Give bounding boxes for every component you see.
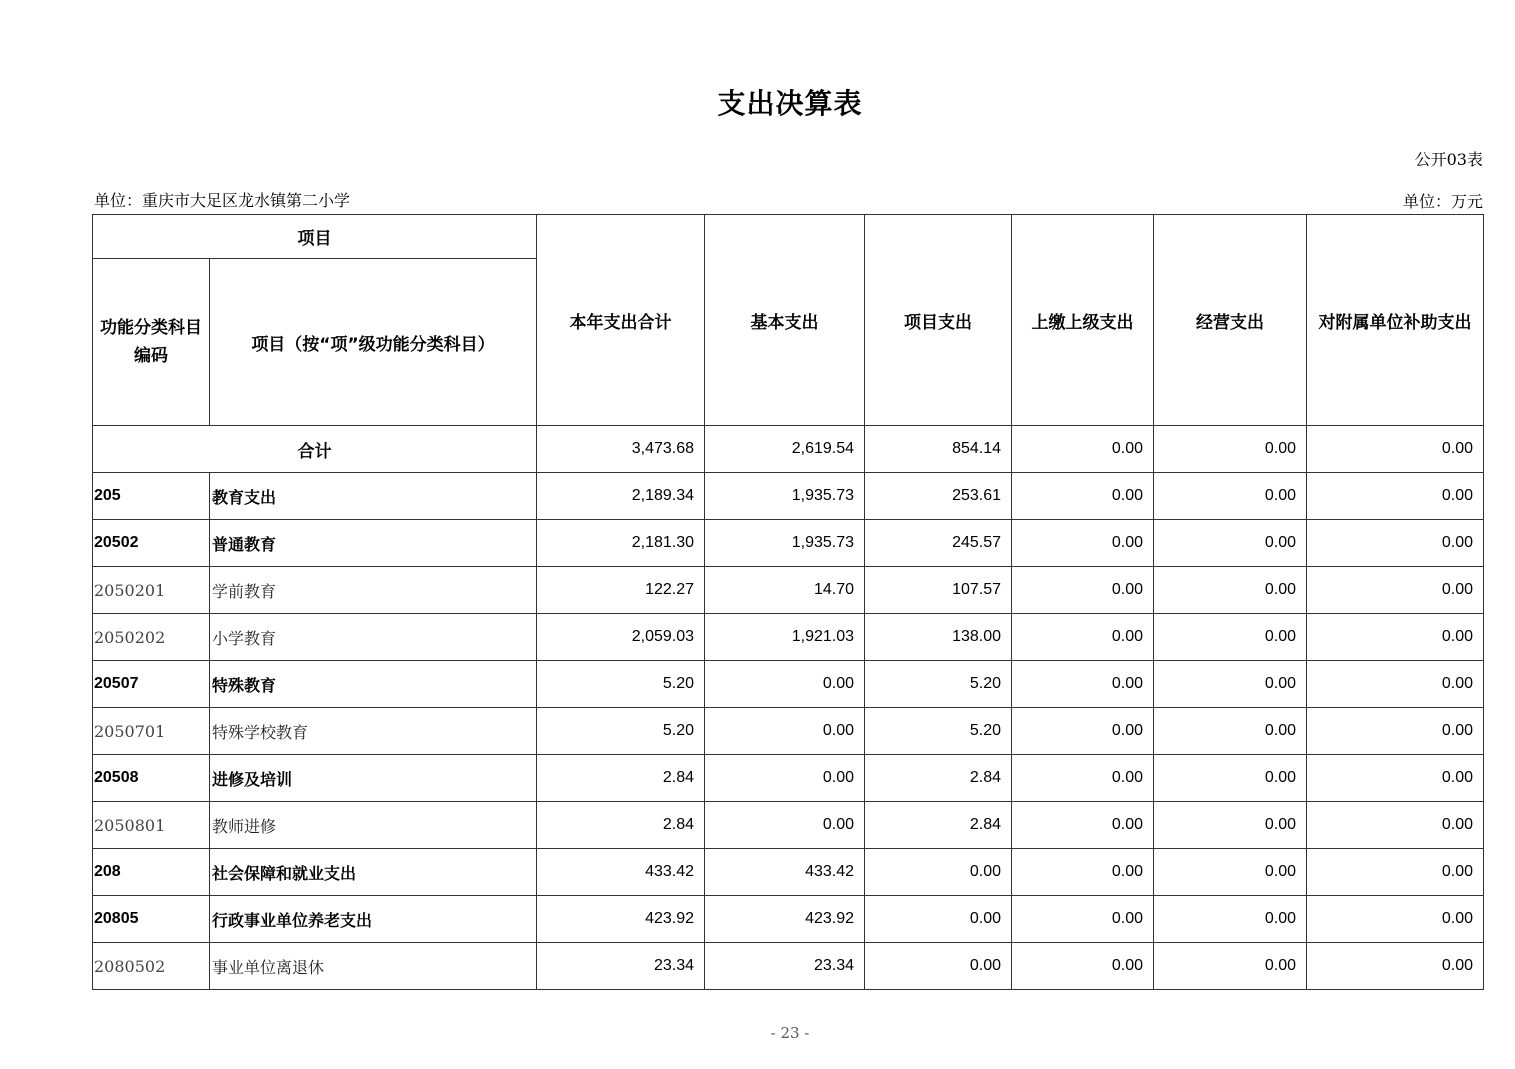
row-value: 0.00 bbox=[1012, 520, 1154, 567]
table-row bbox=[93, 755, 1484, 802]
row-name: 事业单位离退休 bbox=[210, 943, 537, 990]
row-name: 小学教育 bbox=[210, 614, 537, 661]
row-name: 行政事业单位养老支出 bbox=[210, 896, 537, 943]
header-basic: 基本支出 bbox=[705, 215, 865, 426]
row-value: 0.00 bbox=[1307, 708, 1484, 755]
row-value: 107.57 bbox=[865, 567, 1012, 614]
page-title: 支出决算表 bbox=[717, 87, 863, 120]
total-cell: 0.00 bbox=[1154, 426, 1307, 473]
row-code: 205 bbox=[93, 473, 210, 520]
expenditure-table bbox=[92, 214, 1484, 990]
row-value: 2.84 bbox=[537, 755, 705, 802]
row-value: 0.00 bbox=[705, 755, 865, 802]
row-value: 0.00 bbox=[1012, 661, 1154, 708]
row-value: 2,189.34 bbox=[537, 473, 705, 520]
row-value: 2.84 bbox=[537, 802, 705, 849]
table-row bbox=[93, 567, 1484, 614]
row-name: 教育支出 bbox=[210, 473, 537, 520]
row-name: 特殊学校教育 bbox=[210, 708, 537, 755]
row-value: 0.00 bbox=[1012, 567, 1154, 614]
row-value: 23.34 bbox=[705, 943, 865, 990]
row-value: 0.00 bbox=[1154, 473, 1307, 520]
row-value: 2,059.03 bbox=[537, 614, 705, 661]
row-value: 433.42 bbox=[705, 849, 865, 896]
table-header bbox=[93, 215, 1484, 426]
table-row bbox=[93, 849, 1484, 896]
row-value: 0.00 bbox=[1154, 614, 1307, 661]
row-value: 138.00 bbox=[865, 614, 1012, 661]
row-code: 2050701 bbox=[93, 708, 210, 755]
row-value: 2,181.30 bbox=[537, 520, 705, 567]
total-cell: 854.14 bbox=[865, 426, 1012, 473]
table-row bbox=[93, 943, 1484, 990]
row-value: 0.00 bbox=[1154, 520, 1307, 567]
row-value: 0.00 bbox=[1154, 708, 1307, 755]
header-subsidy: 对附属单位补助支出 bbox=[1307, 215, 1484, 426]
table-row bbox=[93, 661, 1484, 708]
row-value: 0.00 bbox=[1012, 708, 1154, 755]
row-value: 253.61 bbox=[865, 473, 1012, 520]
row-value: 0.00 bbox=[705, 661, 865, 708]
unit-currency: 单位：万元 bbox=[1402, 192, 1483, 211]
row-value: 122.27 bbox=[537, 567, 705, 614]
row-value: 0.00 bbox=[1307, 896, 1484, 943]
total-cell: 0.00 bbox=[1012, 426, 1154, 473]
row-value: 5.20 bbox=[865, 708, 1012, 755]
page-number: - 23 - bbox=[770, 1024, 810, 1042]
row-name: 学前教育 bbox=[210, 567, 537, 614]
row-value: 0.00 bbox=[1307, 661, 1484, 708]
row-value: 0.00 bbox=[1154, 802, 1307, 849]
row-value: 1,935.73 bbox=[705, 473, 865, 520]
row-code: 20805 bbox=[93, 896, 210, 943]
row-value: 0.00 bbox=[865, 849, 1012, 896]
row-value: 0.00 bbox=[1012, 802, 1154, 849]
row-value: 0.00 bbox=[1154, 849, 1307, 896]
row-code: 2050202 bbox=[93, 614, 210, 661]
header-upper: 上缴上级支出 bbox=[1012, 215, 1154, 426]
header-business: 经营支出 bbox=[1154, 215, 1307, 426]
row-value: 433.42 bbox=[537, 849, 705, 896]
row-code: 20508 bbox=[93, 755, 210, 802]
table-row bbox=[93, 520, 1484, 567]
row-value: 0.00 bbox=[1154, 943, 1307, 990]
row-value: 1,935.73 bbox=[705, 520, 865, 567]
row-value: 0.00 bbox=[865, 896, 1012, 943]
row-value: 2.84 bbox=[865, 802, 1012, 849]
total-cell: 2,619.54 bbox=[705, 426, 865, 473]
table-row bbox=[93, 614, 1484, 661]
row-value: 423.92 bbox=[705, 896, 865, 943]
row-name: 进修及培训 bbox=[210, 755, 537, 802]
row-value: 1,921.03 bbox=[705, 614, 865, 661]
table-row bbox=[93, 708, 1484, 755]
row-value: 0.00 bbox=[705, 708, 865, 755]
row-value: 0.00 bbox=[1307, 614, 1484, 661]
row-code: 208 bbox=[93, 849, 210, 896]
row-value: 5.20 bbox=[537, 708, 705, 755]
row-code: 2050201 bbox=[93, 567, 210, 614]
row-value: 0.00 bbox=[1307, 849, 1484, 896]
row-code: 2050801 bbox=[93, 802, 210, 849]
row-value: 0.00 bbox=[1012, 896, 1154, 943]
row-value: 0.00 bbox=[1012, 755, 1154, 802]
row-value: 14.70 bbox=[705, 567, 865, 614]
row-code: 20507 bbox=[93, 661, 210, 708]
header-total: 本年支出合计 bbox=[537, 215, 705, 426]
row-value: 0.00 bbox=[1154, 755, 1307, 802]
row-value: 0.00 bbox=[865, 943, 1012, 990]
row-value: 0.00 bbox=[705, 802, 865, 849]
header-project: 项目 bbox=[93, 215, 537, 259]
row-value: 2.84 bbox=[865, 755, 1012, 802]
row-value: 0.00 bbox=[1012, 943, 1154, 990]
table-row bbox=[93, 473, 1484, 520]
total-cell: 0.00 bbox=[1307, 426, 1484, 473]
header-project-name: 项目（按“项”级功能分类科目） bbox=[210, 259, 537, 426]
row-value: 0.00 bbox=[1307, 567, 1484, 614]
unit-organization: 单位：重庆市大足区龙水镇第二小学 bbox=[94, 191, 351, 210]
table-body bbox=[93, 426, 1484, 990]
row-name: 特殊教育 bbox=[210, 661, 537, 708]
row-value: 0.00 bbox=[1154, 567, 1307, 614]
row-value: 0.00 bbox=[1307, 802, 1484, 849]
table-row bbox=[93, 802, 1484, 849]
row-value: 0.00 bbox=[1012, 614, 1154, 661]
row-value: 0.00 bbox=[1307, 943, 1484, 990]
row-value: 0.00 bbox=[1154, 661, 1307, 708]
header-item: 项目支出 bbox=[865, 215, 1012, 426]
row-code: 20502 bbox=[93, 520, 210, 567]
row-name: 社会保障和就业支出 bbox=[210, 849, 537, 896]
row-code: 2080502 bbox=[93, 943, 210, 990]
total-row bbox=[93, 426, 1484, 473]
row-value: 0.00 bbox=[1307, 473, 1484, 520]
row-value: 0.00 bbox=[1154, 896, 1307, 943]
row-value: 0.00 bbox=[1307, 755, 1484, 802]
row-value: 423.92 bbox=[537, 896, 705, 943]
row-name: 普通教育 bbox=[210, 520, 537, 567]
row-value: 5.20 bbox=[537, 661, 705, 708]
row-value: 0.00 bbox=[1012, 473, 1154, 520]
row-name: 教师进修 bbox=[210, 802, 537, 849]
total-cell: 3,473.68 bbox=[537, 426, 705, 473]
table-row bbox=[93, 896, 1484, 943]
row-value: 0.00 bbox=[1307, 520, 1484, 567]
row-value: 245.57 bbox=[865, 520, 1012, 567]
row-value: 5.20 bbox=[865, 661, 1012, 708]
row-value: 23.34 bbox=[537, 943, 705, 990]
header-code: 功能分类科目编码 bbox=[93, 259, 210, 426]
row-value: 0.00 bbox=[1012, 849, 1154, 896]
table-code-label: 公开03表 bbox=[1414, 150, 1483, 169]
total-label: 合计 bbox=[93, 426, 537, 473]
